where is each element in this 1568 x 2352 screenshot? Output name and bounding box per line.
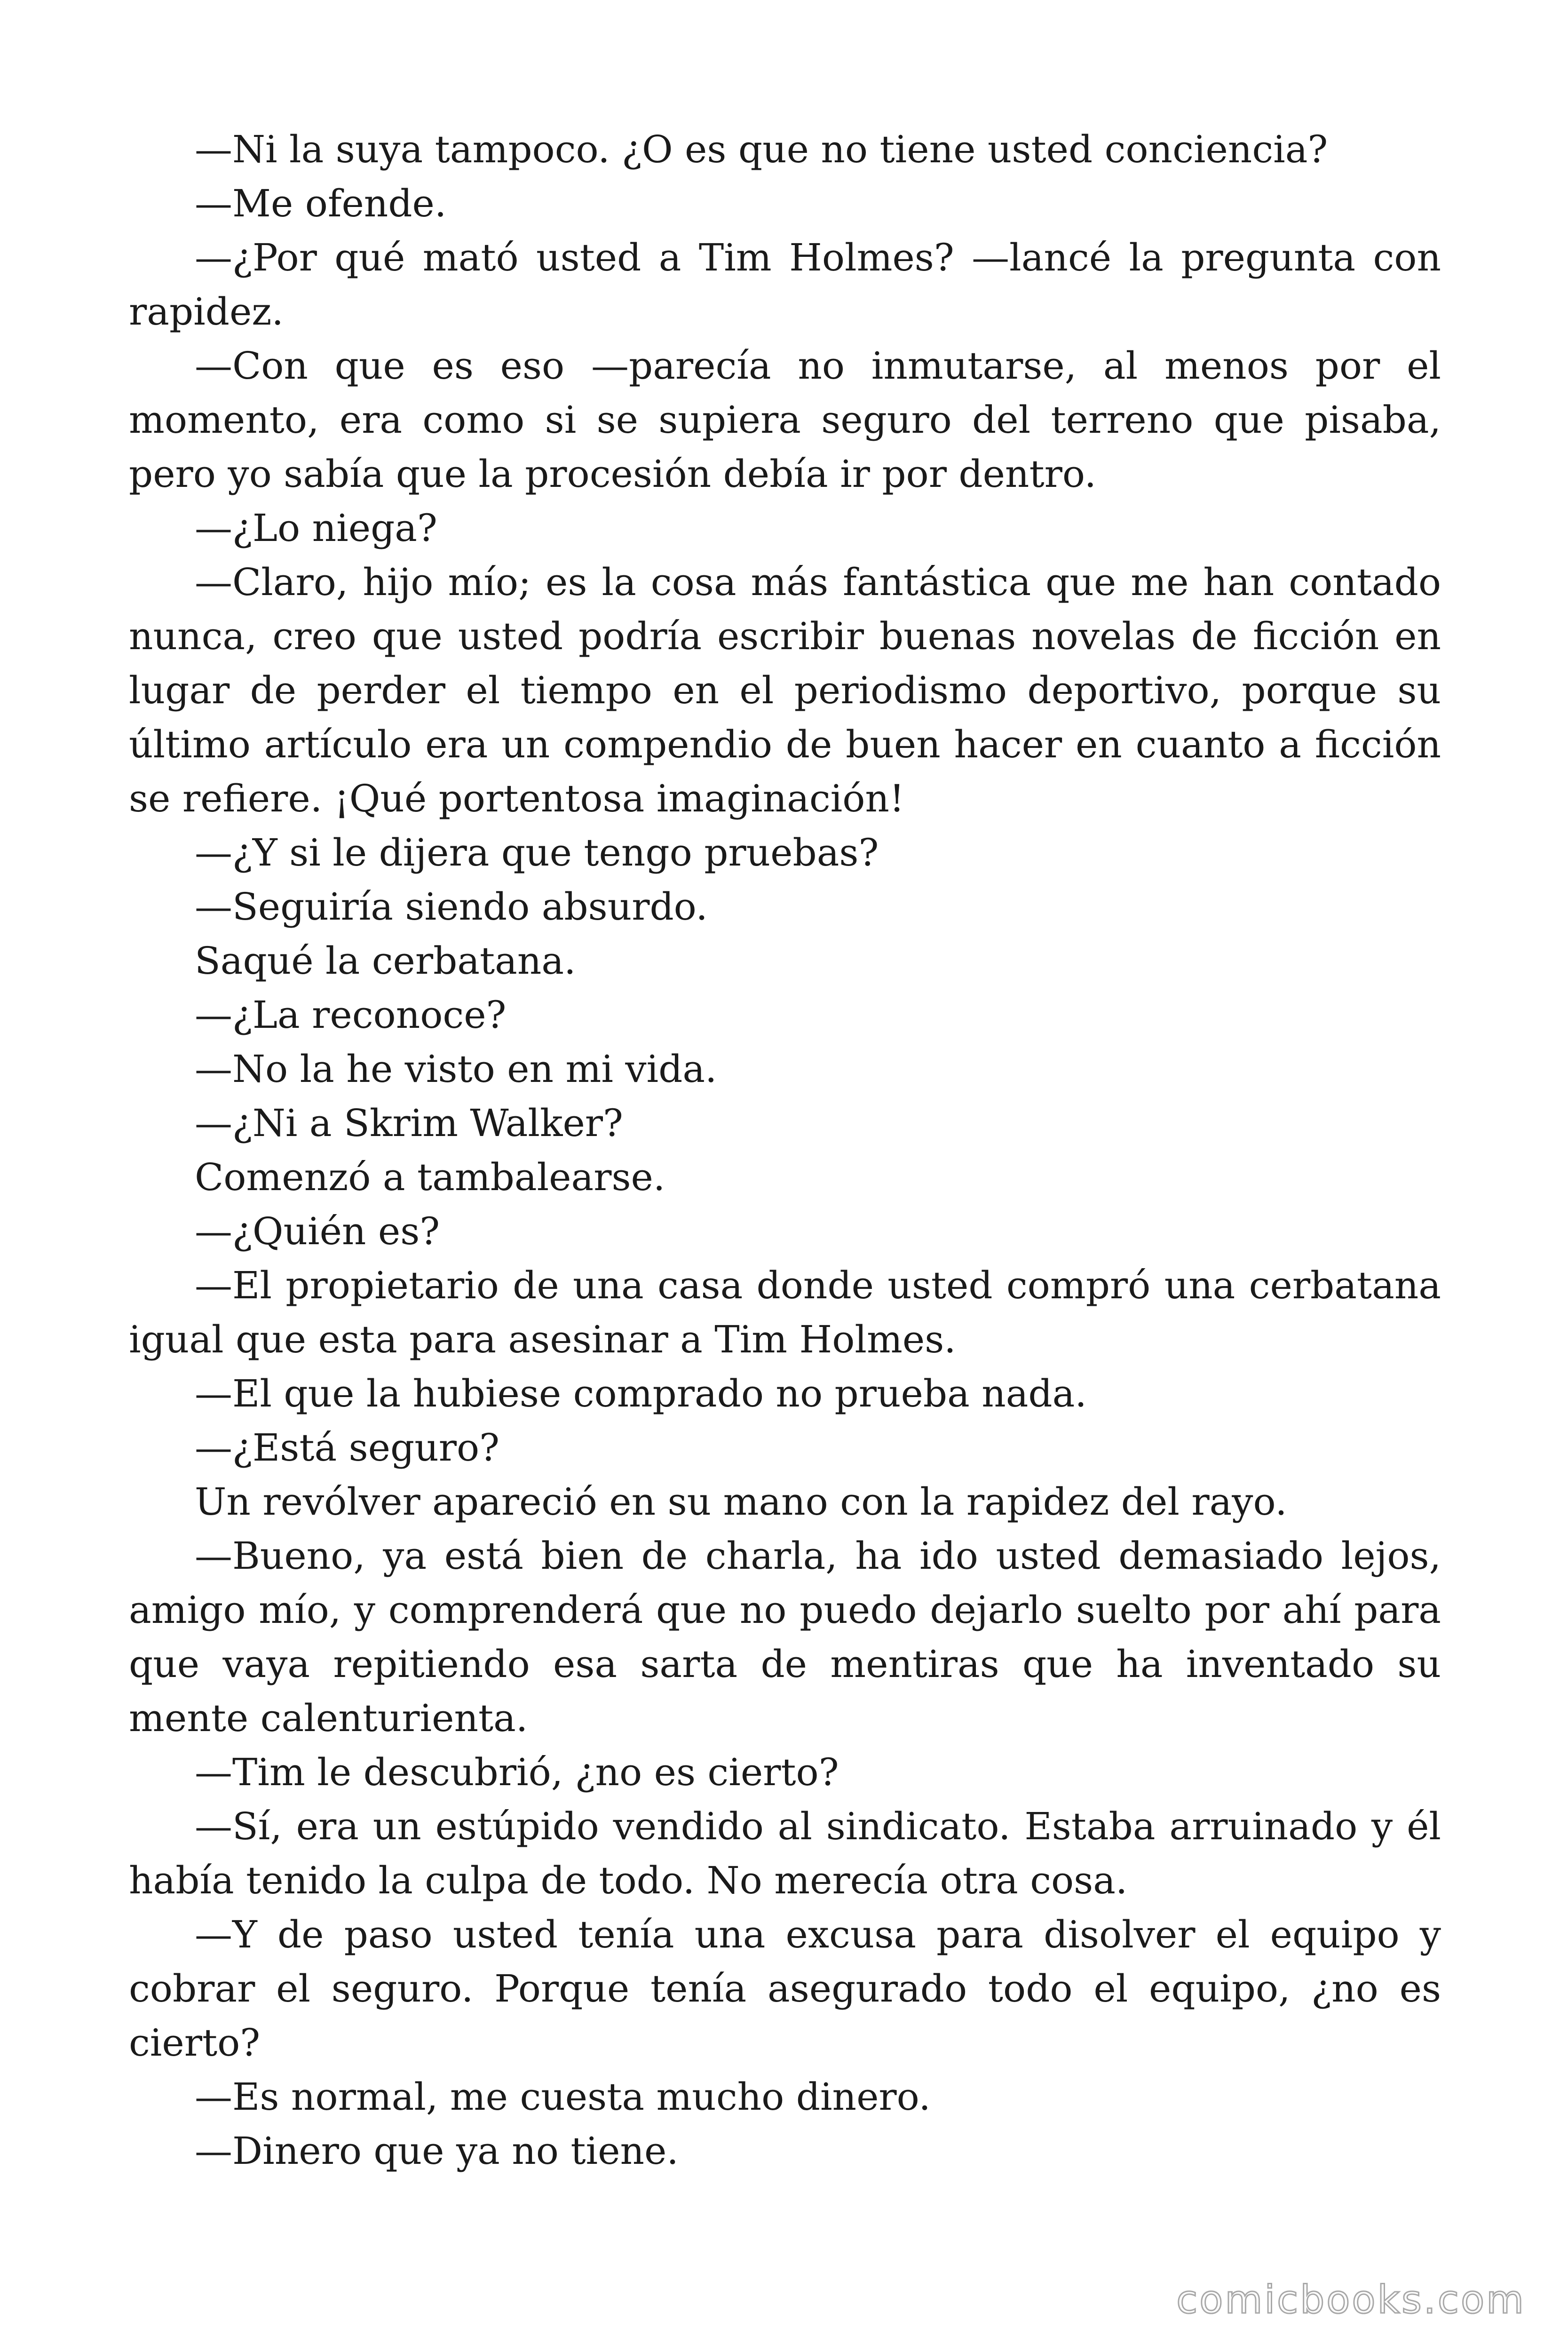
paragraph: —Me ofende. bbox=[195, 182, 447, 225]
paragraph: —Dinero que ya no tiene. bbox=[195, 2129, 679, 2173]
body-text bbox=[129, 122, 1441, 2178]
paragraph: —Sí, era un estúpido vendido al sindicato. Estaba arruinado y él había tenido la culpa de todo. No merecía otra cosa. bbox=[129, 1804, 1441, 1902]
watermark: comicbooks.com bbox=[1176, 2278, 1526, 2322]
paragraph: Un revólver apareció en su mano con la rapidez del rayo. bbox=[195, 1480, 1287, 1524]
paragraph: —El que la hubiese comprado no prueba nada. bbox=[195, 1372, 1087, 1415]
paragraph: Saqué la cerbatana. bbox=[195, 939, 576, 983]
paragraph: —¿Y si le dijera que tengo pruebas? bbox=[195, 831, 879, 874]
paragraph: —¿Por qué mató usted a Tim Holmes? —lancé la pregunta con rapidez. bbox=[129, 236, 1441, 334]
paragraph: —Con que es eso —parecía no inmutarse, al menos por el momento, era como si se supiera seguro del terreno que pisaba, pero yo sabía que la procesión debía ir por dentro. bbox=[129, 344, 1441, 496]
paragraph: —Tim le descubrió, ¿no es cierto? bbox=[195, 1750, 839, 1794]
paragraph: —Ni la suya tampoco. ¿O es que no tiene usted conciencia? bbox=[195, 127, 1328, 171]
paragraph: —¿Ni a Skrim Walker? bbox=[195, 1101, 623, 1145]
paragraph: —¿Está seguro? bbox=[195, 1426, 500, 1470]
paragraph: —¿Lo niega? bbox=[195, 506, 437, 550]
paragraph: —Claro, hijo mío; es la cosa más fantástica que me han contado nunca, creo que usted podría escribir buenas novelas de ficción en lugar de perder el tiempo en el periodismo deportivo, porque su último artículo era un compendio de buen hacer en cuanto a ficción se refiere. ¡Qué portentosa imaginación! bbox=[129, 560, 1441, 820]
paragraph: —¿Quién es? bbox=[195, 1209, 440, 1253]
paragraph: —Es normal, me cuesta mucho dinero. bbox=[195, 2075, 931, 2119]
paragraph: Comenzó a tambalearse. bbox=[195, 1155, 665, 1199]
paragraph: —¿La reconoce? bbox=[195, 993, 507, 1037]
paragraph: —El propietario de una casa donde usted compró una cerbatana igual que esta para asesinar a Tim Holmes. bbox=[129, 1263, 1441, 1361]
paragraph: —Bueno, ya está bien de charla, ha ido usted demasiado lejos, amigo mío, y comprenderá que no puedo dejarlo suelto por ahí para que vaya repitiendo esa sarta de mentiras que ha inventado su mente calenturienta. bbox=[129, 1534, 1441, 1740]
paragraph: —Y de paso usted tenía una excusa para disolver el equipo y cobrar el seguro. Porque tenía asegurado todo el equipo, ¿no es cierto? bbox=[129, 1913, 1441, 2065]
paragraph: —Seguiría siendo absurdo. bbox=[195, 885, 708, 929]
paragraph: —No la he visto en mi vida. bbox=[195, 1047, 717, 1091]
